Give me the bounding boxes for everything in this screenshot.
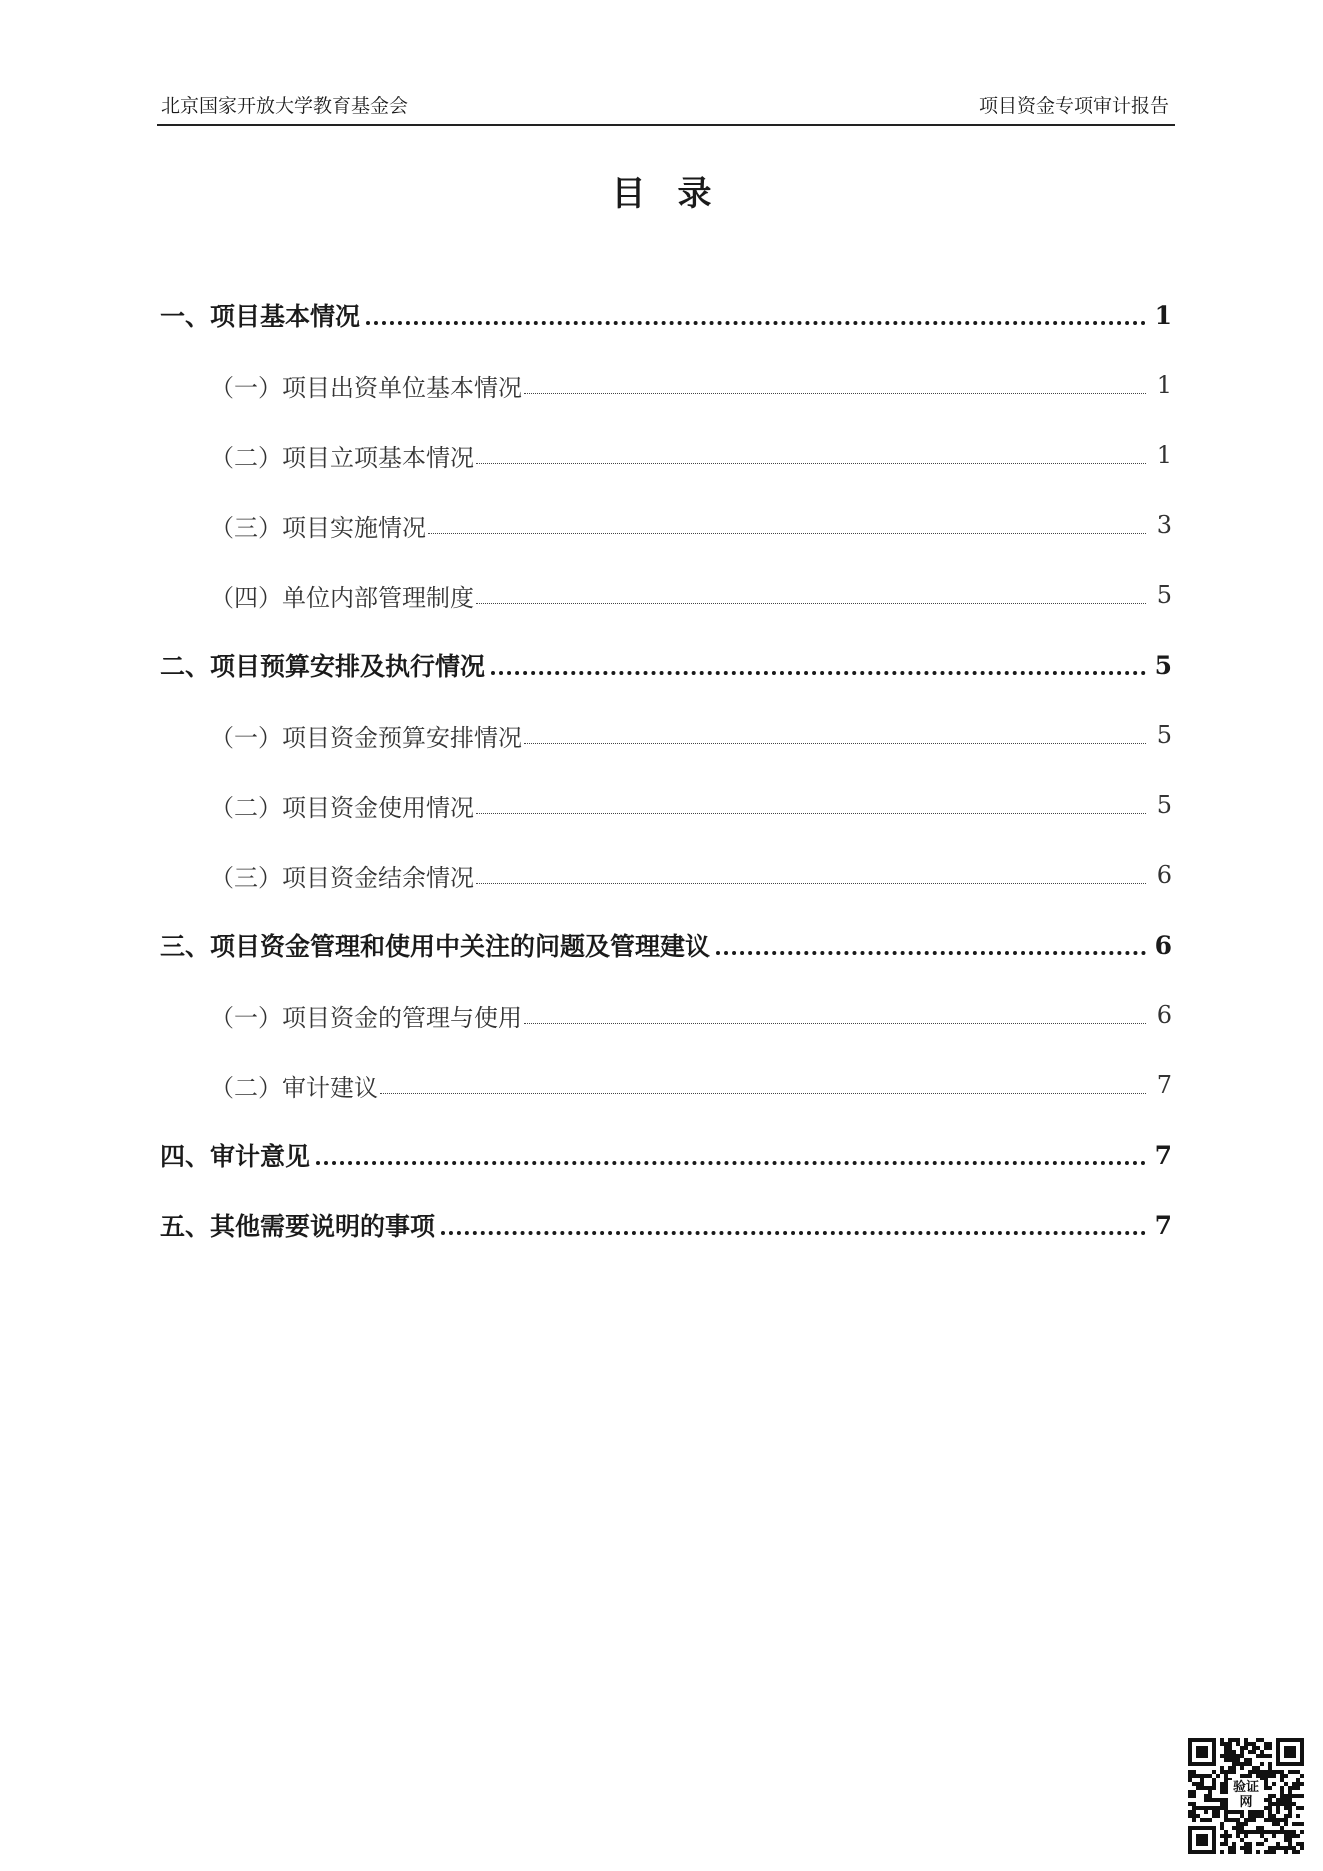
toc-leader-dots [476,883,1146,884]
toc-entry-page: 7 [1156,1071,1172,1099]
toc-leader-dots [524,743,1146,744]
toc-entry-page: 7 [1154,1210,1172,1240]
toc-entry[interactable] [160,490,1172,560]
toc-leader-dots [380,1093,1146,1094]
toc-entry-page: 6 [1156,861,1172,889]
toc-leader-dots [441,1231,1146,1235]
table-of-contents [160,280,1172,1260]
toc-entry-label: （二）项目资金使用情况 [210,793,474,822]
toc-entry[interactable] [160,630,1172,700]
qr-verify-label: 验证网 [1228,1780,1264,1810]
toc-entry-page: 6 [1154,930,1172,960]
header-report-name: 项目资金专项审计报告 [978,95,1169,117]
toc-entry[interactable] [160,1050,1172,1120]
toc-leader-dots [366,321,1146,325]
toc-entry-label: （一）项目资金预算安排情况 [210,723,522,752]
toc-entry-label: 四、审计意见 [160,1142,311,1171]
toc-entry-page: 5 [1156,721,1172,749]
header-organization: 北京国家开放大学教育基金会 [161,95,409,117]
toc-leader-dots [428,533,1146,534]
toc-entry[interactable] [160,910,1172,980]
toc-entry-page: 5 [1156,791,1172,819]
toc-entry-label: 五、其他需要说明的事项 [160,1212,436,1241]
toc-entry[interactable] [160,280,1172,350]
toc-entry[interactable] [160,1190,1172,1260]
toc-entry-label: （一）项目出资单位基本情况 [210,373,522,402]
page-title: 目录 [611,174,744,214]
toc-leader-dots [476,463,1146,464]
toc-entry[interactable] [160,700,1172,770]
toc-entry-label: 三、项目资金管理和使用中关注的问题及管理建议 [160,932,711,961]
toc-entry-label: （二）审计建议 [210,1073,378,1102]
toc-entry-label: （三）项目资金结余情况 [210,863,474,892]
toc-leader-dots [524,1023,1146,1024]
page-header [157,92,1175,126]
toc-leader-dots [716,951,1146,955]
toc-entry[interactable] [160,420,1172,490]
toc-entry-page: 5 [1156,581,1172,609]
toc-entry[interactable] [160,560,1172,630]
toc-entry-label: （二）项目立项基本情况 [210,443,474,472]
toc-leader-dots [476,813,1146,814]
toc-entry[interactable] [160,980,1172,1050]
toc-entry[interactable] [160,350,1172,420]
toc-entry-page: 5 [1154,650,1172,680]
toc-entry[interactable] [160,770,1172,840]
toc-entry-page: 6 [1156,1001,1172,1029]
toc-entry-page: 1 [1154,300,1172,330]
toc-entry-label: （一）项目资金的管理与使用 [210,1003,522,1032]
toc-entry-page: 1 [1156,371,1172,399]
toc-entry-label: （四）单位内部管理制度 [210,583,474,612]
toc-entry-page: 1 [1156,441,1172,469]
toc-entry-label: （三）项目实施情况 [210,513,426,542]
toc-entry[interactable] [160,1120,1172,1190]
toc-entry[interactable] [160,840,1172,910]
toc-leader-dots [316,1161,1146,1165]
toc-entry-page: 3 [1156,511,1172,539]
toc-leader-dots [524,393,1146,394]
toc-entry-page: 7 [1154,1140,1172,1170]
toc-leader-dots [491,671,1146,675]
toc-entry-label: 一、项目基本情况 [160,302,361,331]
toc-leader-dots [476,603,1146,604]
toc-entry-label: 二、项目预算安排及执行情况 [160,652,486,681]
